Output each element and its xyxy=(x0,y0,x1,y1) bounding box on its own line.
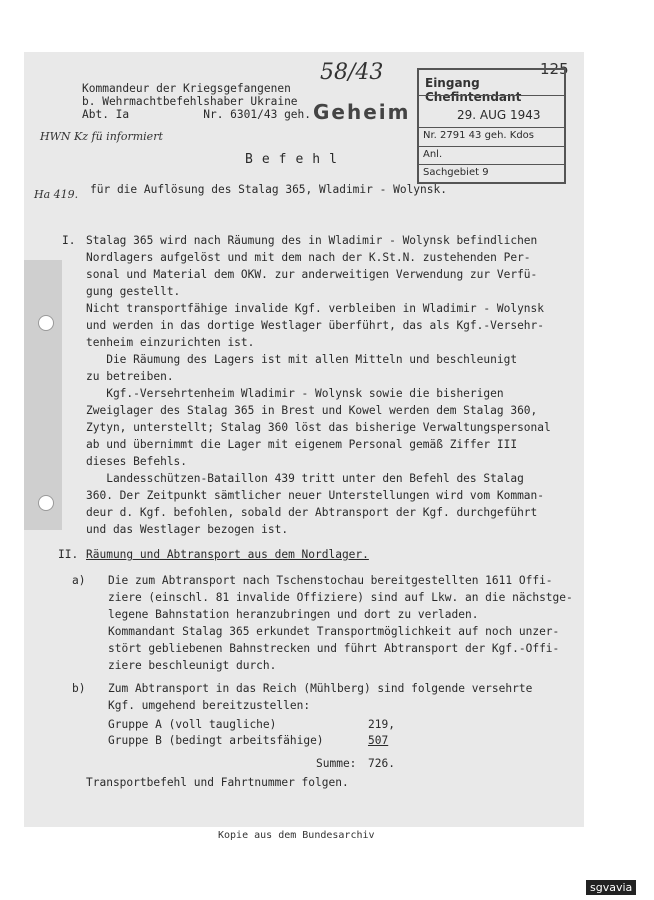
text-line: Landesschützen-Bataillon 439 tritt unter den Befehl des Stalag xyxy=(86,472,524,485)
archive-footer: Kopie aus dem Bundesarchiv xyxy=(218,830,375,841)
text-line: Die Räumung des Lagers ist mit allen Mitteln und beschleunigt xyxy=(86,353,518,366)
section-numeral: I. xyxy=(62,234,76,247)
text-line: Kgf. umgehend bereitzustellen: xyxy=(108,699,311,712)
sum-value: 726. xyxy=(368,757,395,770)
text-line: ziere beschleunigt durch. xyxy=(108,659,277,672)
binder-strip xyxy=(24,260,62,530)
text-line: legene Bahnstation heranzubringen und dort zu verladen. xyxy=(108,608,479,621)
stamp-nr: Nr. 2791 43 geh. Kdos xyxy=(423,130,534,141)
header-line-2: b. Wehrmachtbefehlshaber Ukraine xyxy=(82,95,298,108)
section-numeral: II. xyxy=(58,548,79,561)
stamp-sachgebiet: Sachgebiet 9 xyxy=(423,167,489,178)
group-b-value: 507 xyxy=(368,734,389,747)
stamp-anl: Anl. xyxy=(423,149,443,160)
header-line-1: Kommandeur der Kriegsgefangenen xyxy=(82,82,291,95)
text-line: tenheim einzurichten ist. xyxy=(86,336,255,349)
text-line: stört gebliebenen Bahnstrecken und führt Abtransport der Kgf.-Offi- xyxy=(108,642,560,655)
receipt-stamp xyxy=(417,68,566,184)
text-line: und werden in das dortige Westlager überführt, das als Kgf.-Versehr- xyxy=(86,319,545,332)
text-line: Kgf.-Versehrtenheim Wladimir - Wolynsk sowie die bisherigen xyxy=(86,387,504,400)
section-heading: Räumung und Abtransport aus dem Nordlager. xyxy=(86,548,369,561)
text-line: 360. Der Zeitpunkt sämtlicher neuer Unterstellungen wird vom Komman- xyxy=(86,489,545,502)
text-line: gung gestellt. xyxy=(86,285,181,298)
text-line: und das Westlager bezogen ist. xyxy=(86,523,289,536)
text-line: Nicht transportfähige invalide Kgf. verbleiben in Wladimir - Wolynsk xyxy=(86,302,545,315)
text-line: Zweiglager des Stalag 365 in Brest und Kowel werden dem Stalag 360, xyxy=(86,404,538,417)
punch-hole xyxy=(38,495,54,511)
text-line: dieses Befehls. xyxy=(86,455,188,468)
text-line: Kommandant Stalag 365 erkundet Transportmöglichkeit auf noch unzer- xyxy=(108,625,560,638)
marginal-note: HWN Kz fü informiert xyxy=(40,130,163,143)
item-label-a: a) xyxy=(72,574,86,587)
text-line: sonal und Material dem OKW. zur anderweitigen Verwendung zur Verfü- xyxy=(86,268,538,281)
stamp-date: 29. AUG 1943 xyxy=(457,108,541,122)
handwritten-number: 58/43 xyxy=(320,60,384,85)
header-line-3: Abt. Ia Nr. 6301/43 geh. xyxy=(82,108,312,121)
group-a-label: Gruppe A (voll taugliche) xyxy=(108,718,277,731)
brand-watermark: sgvavia xyxy=(586,880,636,895)
group-a-value: 219, xyxy=(368,718,395,731)
text-line: ziere (einschl. 81 invalide Offiziere) sind auf Lkw. an die nächstge- xyxy=(108,591,573,604)
document-subtitle: für die Auflösung des Stalag 365, Wladimir - Wolynsk. xyxy=(90,183,447,196)
group-b-label: Gruppe B (bedingt arbeitsfähige) xyxy=(108,734,324,747)
classification-label: Geheim xyxy=(313,100,411,124)
closing-line: Transportbefehl und Fahrtnummer folgen. xyxy=(86,776,349,789)
text-line: Nordlagers aufgelöst und mit dem nach der K.St.N. zustehenden Per- xyxy=(86,251,531,264)
punch-hole xyxy=(38,315,54,331)
page-number: 125 xyxy=(540,60,569,78)
text-line: deur d. Kgf. befohlen, sobald der Abtransport der Kgf. durchgeführt xyxy=(86,506,538,519)
text-line: zu betreiben. xyxy=(86,370,174,383)
item-label-b: b) xyxy=(72,682,86,695)
text-line: ab und übernimmt die Lager mit eigenem Personal gemäß Ziffer III xyxy=(86,438,518,451)
stamp-title: Eingang Chefintendant xyxy=(425,76,522,104)
sum-label: Summe: xyxy=(316,757,357,770)
text-line: Die zum Abtransport nach Tschenstochau bereitgestellten 1611 Offi- xyxy=(108,574,553,587)
text-line: Zytyn, unterstellt; Stalag 360 löst das bisherige Verwaltungspersonal xyxy=(86,421,551,434)
document-title: Befehl xyxy=(245,152,346,167)
text-line: Stalag 365 wird nach Räumung des in Wladimir - Wolynsk befindlichen xyxy=(86,234,538,247)
marginal-note: Ha 419. xyxy=(34,188,79,201)
text-line: Zum Abtransport in das Reich (Mühlberg) sind folgende versehrte xyxy=(108,682,533,695)
